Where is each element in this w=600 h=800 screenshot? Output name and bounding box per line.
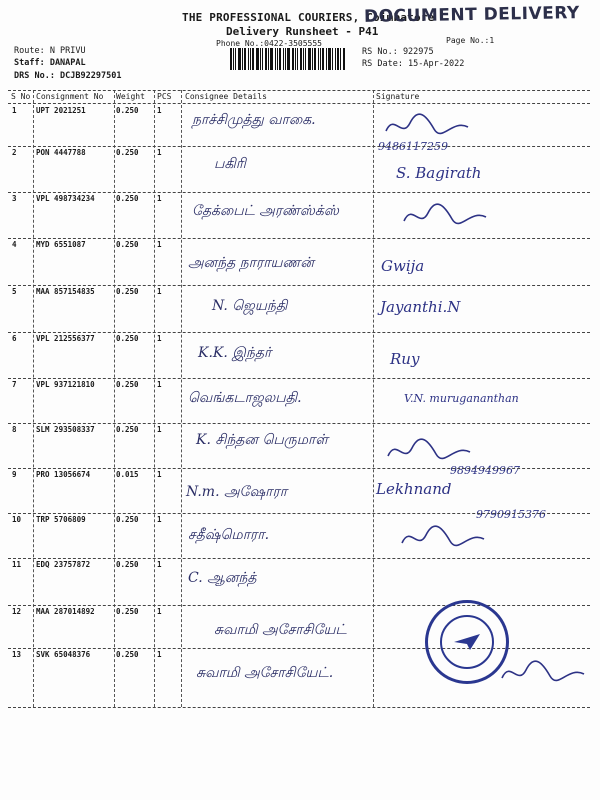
barcode-bar bbox=[320, 48, 321, 70]
col-pcs: PCS bbox=[157, 92, 172, 101]
cell-sno: 2 bbox=[12, 148, 17, 157]
cell-sno: 11 bbox=[12, 560, 22, 569]
cell-consignment: EDQ 23757872 bbox=[36, 560, 91, 569]
barcode-bar bbox=[275, 48, 276, 70]
phone-note: 9894949967 bbox=[450, 464, 520, 477]
staff: Staff: DANAPAL bbox=[14, 58, 86, 68]
barcode-bar bbox=[268, 48, 269, 70]
row-separator bbox=[8, 423, 590, 424]
cell-consignment: MAA 857154835 bbox=[36, 287, 95, 296]
col-consignee: Consignee Details bbox=[185, 92, 267, 101]
row-separator bbox=[8, 238, 590, 239]
barcode-bar bbox=[308, 48, 311, 70]
row-separator bbox=[8, 707, 590, 708]
row-separator bbox=[8, 558, 590, 559]
col-sno: S No bbox=[11, 92, 31, 101]
signature-scribble bbox=[400, 201, 490, 231]
phone-note: 9486117259 bbox=[378, 140, 448, 153]
row-separator bbox=[8, 378, 590, 379]
barcode-bar bbox=[283, 48, 284, 70]
signature: Gwija bbox=[381, 257, 425, 275]
consignee-handwriting: K. சிந்தன பெருமாள் bbox=[196, 432, 328, 448]
cell-consignment: MAA 287014892 bbox=[36, 607, 95, 616]
rs-number: RS No.: 922975 bbox=[362, 47, 434, 57]
cell-consignment: MYD 6551087 bbox=[36, 240, 86, 249]
signature-scribble bbox=[398, 523, 488, 553]
barcode-bar bbox=[326, 48, 327, 70]
barcode-bar bbox=[300, 48, 302, 70]
cell-weight: 0.015 bbox=[116, 470, 139, 479]
barcode-bar bbox=[252, 48, 254, 70]
runsheet-subtitle: Delivery Runsheet - P41 bbox=[226, 25, 379, 38]
grid-line bbox=[373, 90, 374, 707]
cell-sno: 8 bbox=[12, 425, 17, 434]
cell-sno: 6 bbox=[12, 334, 17, 343]
barcode-bar bbox=[287, 48, 290, 70]
barcode-bar bbox=[305, 48, 306, 70]
barcode-bar bbox=[340, 48, 341, 70]
barcode-bar bbox=[260, 48, 261, 70]
barcode-bar bbox=[303, 48, 304, 70]
signature: Lekhnand bbox=[376, 480, 452, 498]
cell-sno: 1 bbox=[12, 106, 17, 115]
consignee-handwriting: N.m. அஷோரா bbox=[186, 484, 288, 500]
row-separator bbox=[8, 605, 590, 606]
cell-sno: 12 bbox=[12, 607, 22, 616]
signature: V.N. murugananthan bbox=[404, 392, 519, 405]
cell-weight: 0.250 bbox=[116, 560, 139, 569]
cell-pcs: 1 bbox=[157, 106, 162, 115]
consignee-handwriting: அனந்த நாராயணன் bbox=[188, 255, 314, 271]
cell-pcs: 1 bbox=[157, 560, 162, 569]
barcode-bar bbox=[312, 48, 313, 70]
col-weight: Weight bbox=[116, 92, 145, 101]
barcode-bar bbox=[297, 48, 298, 70]
cell-pcs: 1 bbox=[157, 194, 162, 203]
consignee-handwriting: நாச்சிமுத்து வாகை. bbox=[192, 112, 316, 128]
cell-consignment: VPL 937121810 bbox=[36, 380, 95, 389]
barcode-bar bbox=[230, 48, 232, 70]
consignee-handwriting: சுவாமி அசோசியேட் bbox=[214, 622, 347, 638]
row-separator bbox=[8, 103, 590, 104]
signature-scribble bbox=[384, 436, 474, 466]
consignee-handwriting: சதீஷ்மொரா. bbox=[188, 527, 270, 543]
signature-scribble bbox=[498, 658, 588, 688]
barcode-bar bbox=[262, 48, 263, 70]
consignee-handwriting: சுவாமி அசோசியேட். bbox=[196, 665, 334, 681]
cell-pcs: 1 bbox=[157, 287, 162, 296]
cell-consignment: PON 4447788 bbox=[36, 148, 86, 157]
barcode-bar bbox=[322, 48, 324, 70]
barcode-bar bbox=[250, 48, 251, 70]
cell-consignment: SVK 65048376 bbox=[36, 650, 91, 659]
seal-emblem-icon bbox=[440, 615, 494, 669]
document-delivery-stamp: DOCUMENT DELIVERY bbox=[363, 3, 580, 27]
row-separator bbox=[8, 468, 590, 469]
barcode-bar bbox=[238, 48, 241, 70]
cell-pcs: 1 bbox=[157, 607, 162, 616]
barcode-bar bbox=[248, 48, 249, 70]
row-separator bbox=[8, 192, 590, 193]
seal-plane-icon bbox=[452, 630, 482, 654]
signature: S. Bagirath bbox=[396, 164, 482, 182]
barcode-bar bbox=[233, 48, 234, 70]
phone-number: Phone No.:0422-3505555 bbox=[216, 39, 322, 48]
drs-number: DRS No.: DCJB92297501 bbox=[14, 71, 122, 81]
cell-weight: 0.250 bbox=[116, 425, 139, 434]
barcode-bar bbox=[279, 48, 281, 70]
row-separator bbox=[8, 285, 590, 286]
cell-pcs: 1 bbox=[157, 515, 162, 524]
row-separator bbox=[8, 146, 590, 147]
grid-line bbox=[154, 90, 155, 707]
company-seal bbox=[425, 600, 509, 684]
cell-consignment: PRO 13056674 bbox=[36, 470, 91, 479]
route: Route: N PRIVU bbox=[14, 46, 86, 56]
cell-sno: 3 bbox=[12, 194, 17, 203]
barcode-bar bbox=[328, 48, 331, 70]
cell-weight: 0.250 bbox=[116, 380, 139, 389]
row-separator bbox=[8, 332, 590, 333]
barcode-bar bbox=[235, 48, 236, 70]
barcode bbox=[230, 48, 348, 70]
barcode-bar bbox=[343, 48, 345, 70]
barcode-bar bbox=[285, 48, 286, 70]
cell-consignment: TRP 5706809 bbox=[36, 515, 86, 524]
phone-note: 9790915376 bbox=[476, 508, 546, 521]
consignee-handwriting: வெங்கடாஜலபதி. bbox=[188, 390, 302, 406]
barcode-bar bbox=[244, 48, 246, 70]
company-title: THE PROFESSIONAL COURIERS, Coimbatore bbox=[182, 11, 435, 24]
barcode-bar bbox=[277, 48, 278, 70]
barcode-bar bbox=[265, 48, 267, 70]
cell-weight: 0.250 bbox=[116, 515, 139, 524]
cell-weight: 0.250 bbox=[116, 334, 139, 343]
grid-line bbox=[114, 90, 115, 707]
cell-consignment: VPL 212556377 bbox=[36, 334, 95, 343]
barcode-bar bbox=[242, 48, 243, 70]
consignee-handwriting: N. ஜெயந்தி bbox=[212, 298, 288, 314]
barcode-bar bbox=[332, 48, 333, 70]
cell-consignment: SLM 293508337 bbox=[36, 425, 95, 434]
barcode-bar bbox=[335, 48, 336, 70]
grid-line bbox=[181, 90, 182, 707]
cell-pcs: 1 bbox=[157, 148, 162, 157]
cell-sno: 10 bbox=[12, 515, 22, 524]
cell-pcs: 1 bbox=[157, 380, 162, 389]
consignee-handwriting: பகிரி bbox=[214, 156, 246, 172]
cell-sno: 4 bbox=[12, 240, 17, 249]
cell-pcs: 1 bbox=[157, 650, 162, 659]
col-consignment: Consignment No bbox=[36, 92, 104, 101]
cell-weight: 0.250 bbox=[116, 194, 139, 203]
barcode-bar bbox=[270, 48, 273, 70]
cell-consignment: VPL 498734234 bbox=[36, 194, 95, 203]
rs-date: RS Date: 15-Apr-2022 bbox=[362, 59, 465, 69]
cell-weight: 0.250 bbox=[116, 287, 139, 296]
cell-pcs: 1 bbox=[157, 425, 162, 434]
consignee-handwriting: K.K. இந்தர் bbox=[198, 345, 272, 361]
barcode-bar bbox=[295, 48, 296, 70]
cell-weight: 0.250 bbox=[116, 607, 139, 616]
barcode-bar bbox=[318, 48, 319, 70]
col-signature: Signature bbox=[376, 92, 420, 101]
cell-consignment: UPT 2021251 bbox=[36, 106, 86, 115]
cell-sno: 9 bbox=[12, 470, 17, 479]
row-separator bbox=[8, 90, 590, 91]
barcode-bar bbox=[337, 48, 339, 70]
grid-line bbox=[33, 90, 34, 707]
cell-weight: 0.250 bbox=[116, 650, 139, 659]
signature: Jayanthi.N bbox=[380, 298, 461, 316]
cell-pcs: 1 bbox=[157, 240, 162, 249]
signature: Ruy bbox=[390, 350, 420, 368]
cell-sno: 7 bbox=[12, 380, 17, 389]
page-number: Page No.:1 bbox=[446, 36, 495, 45]
cell-weight: 0.250 bbox=[116, 106, 139, 115]
signature-scribble bbox=[382, 111, 472, 141]
consignee-handwriting: தேக்பைட் அரண்ஸ்க்ஸ் bbox=[192, 203, 339, 219]
cell-pcs: 1 bbox=[157, 334, 162, 343]
cell-sno: 5 bbox=[12, 287, 17, 296]
barcode-bar bbox=[256, 48, 259, 70]
row-separator bbox=[8, 513, 590, 514]
barcode-bar bbox=[314, 48, 316, 70]
barcode-bar bbox=[292, 48, 294, 70]
cell-weight: 0.250 bbox=[116, 240, 139, 249]
consignee-handwriting: C. ஆனந்த் bbox=[188, 570, 257, 586]
cell-sno: 13 bbox=[12, 650, 22, 659]
cell-pcs: 1 bbox=[157, 470, 162, 479]
cell-weight: 0.250 bbox=[116, 148, 139, 157]
